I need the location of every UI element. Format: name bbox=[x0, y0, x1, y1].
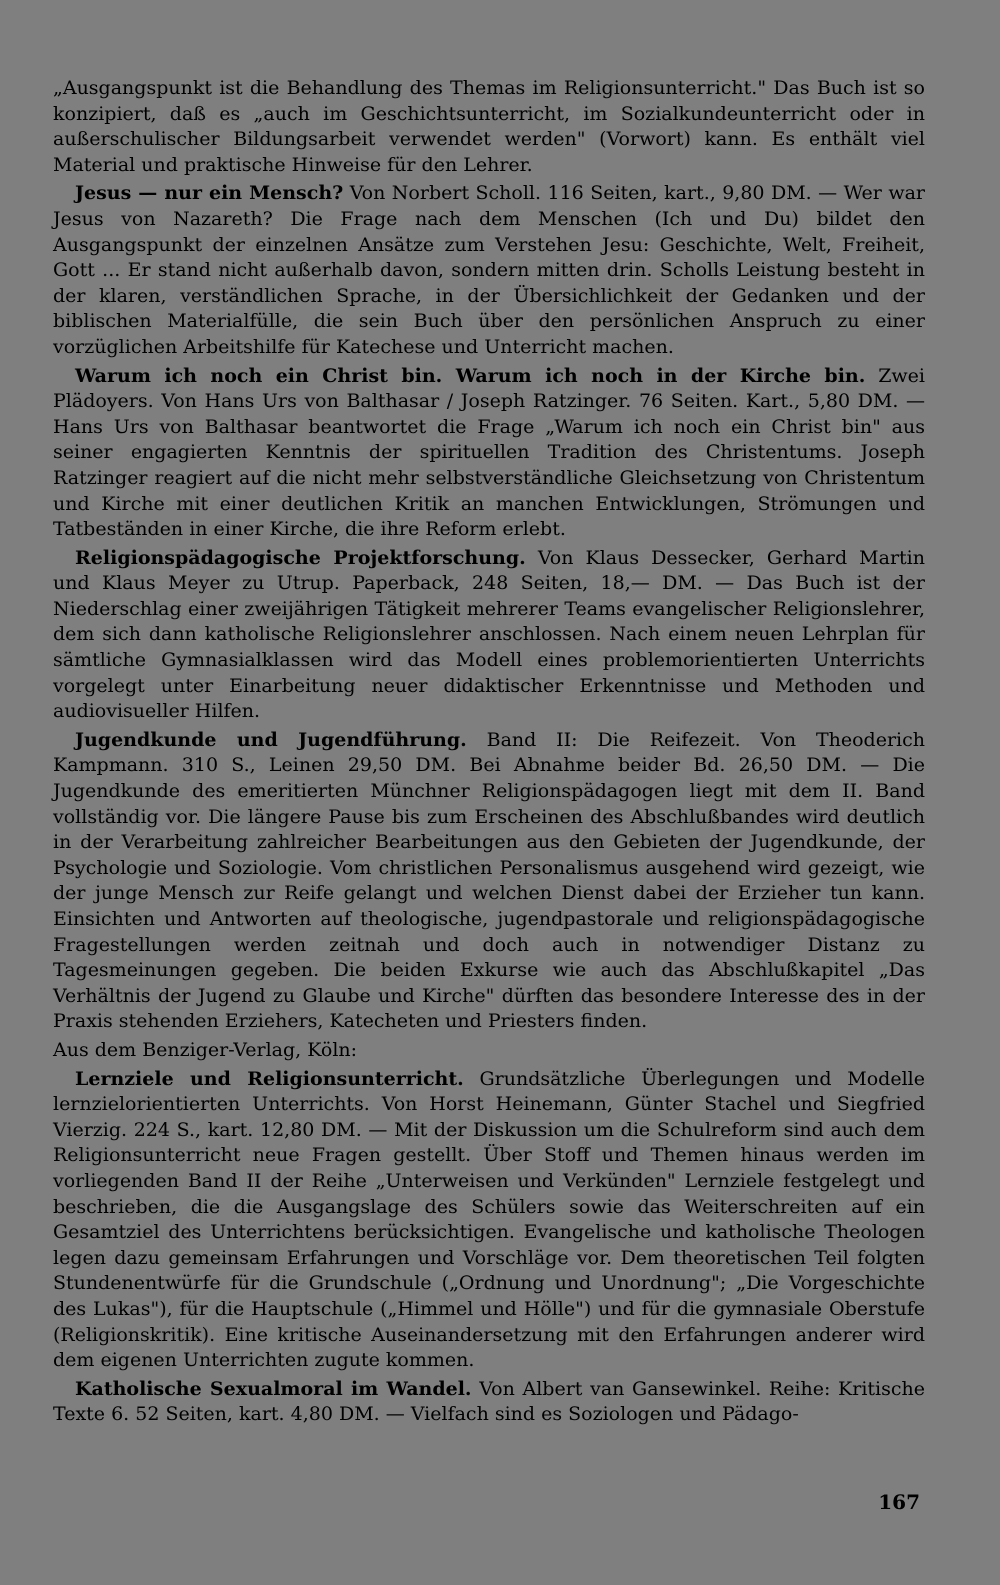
paragraph-body: „Ausgangspunkt ist die Behandlung des Themas im Religionsunterricht." Das Buch ist so konzipiert, daß es „auch im Geschichtsunterricht, im Sozialkundeunterricht oder in außerschulischer Bildungsarbeit verwendet werden" (Vorwort) kann. Es enthält viel Material und praktische Hinweise für den Lehrer. bbox=[53, 77, 925, 176]
document-page bbox=[53, 76, 925, 1516]
book-title: Katholische Sexualmoral im Wandel. bbox=[75, 1377, 472, 1400]
paragraph-body: Von Klaus Dessecker, Gerhard Martin und Klaus Meyer zu Utrup. Paperback, 248 Seiten, 18,— DM. — Das Buch ist der Niederschlag einer zweijährigen Tätigkeit mehrerer Teams evangelischer Religionslehrer, dem sich dann katholische Religionslehrer anschlossen. Nach einem neuen Lehrplan für sämtliche Gymnasialklassen wird das Modell eines problemorientierten Unterrichts vorgelegt unter Einarbeitung neuer didaktischer Erkenntnisse und Methoden und audiovisueller Hilfen. bbox=[53, 546, 925, 723]
paragraph-religionspaedagogische-projektforschung bbox=[53, 546, 925, 725]
paragraph-body: Grundsätzliche Überlegungen und Modelle lernzielorientierten Unterrichts. Von Horst Heinemann, Günter Stachel und Siegfried Vierzig. 224 S., kart. 12,80 DM. — Mit der Diskussion um die Schulreform sind auch dem Religionsunterricht neue Fragen gestellt. Über Stoff und Themen hinaus werden im vorliegenden Band II der Reihe „Unterweisen und Verkünden" Lernziele festgelegt und beschrieben, die die Ausgangslage des Schülers sowie das Weiterschreiten auf ein Gesamtziel des Unterrichtens berücksichtigen. Evangelische und katholische Theologen legen dazu gemeinsam Erfahrungen und Vorschläge vor. Dem theoretischen Teil folgten Stundenentwürfe für die Grundschule („Ordnung und Unordnung"; „Die Vorgeschichte des Lukas"), für die Hauptschule („Himmel und Hölle") und für die gymnasiale Oberstufe (Religionskritik). Eine kritische Auseinandersetzung mit den Erfahrungen anderer wird dem eigenen Unterrichten zugute kommen. bbox=[53, 1067, 925, 1372]
publisher-heading bbox=[53, 1038, 925, 1064]
paragraph-body: Aus dem Benziger-Verlag, Köln: bbox=[53, 1038, 358, 1061]
book-title: Warum ich noch ein Christ bin. Warum ich noch in der Kirche bin. bbox=[75, 364, 866, 387]
book-title: Religionspädagogische Projektforschung. bbox=[75, 546, 526, 569]
book-title: Jugendkunde und Jugendführung. bbox=[75, 728, 467, 751]
book-title: Lernziele und Religionsunterricht. bbox=[75, 1067, 464, 1090]
paragraph-lernziele-und-religionsunterricht bbox=[53, 1067, 925, 1374]
paragraph-katholische-sexualmoral-im-wandel bbox=[53, 1377, 925, 1428]
paragraph-body: Zwei Plädoyers. Von Hans Urs von Balthasar / Joseph Ratzinger. 76 Seiten. Kart., 5,80 DM. — Hans Urs von Balthasar beantwortet die Frage „Warum ich noch ein Christ bin" aus seiner engagierten Kenntnis der spirituellen Tradition des Christentums. Joseph Ratzinger reagiert auf die nicht mehr selbstverständliche Gleichsetzung von Christentum und Kirche mit einer deutlichen Kritik an manchen Entwicklungen, Strömungen und Tatbeständen in einer Kirche, die ihre Reform erlebt. bbox=[53, 364, 925, 541]
paragraph-jesus-nur-ein-mensch bbox=[53, 181, 925, 360]
paragraph-body: Von Albert van Gansewinkel. Reihe: Kritische Texte 6. 52 Seiten, kart. 4,80 DM. — Vielfach sind es Soziologen und Pädago- bbox=[53, 1377, 925, 1426]
paragraph-body: Band II: Die Reifezeit. Von Theoderich Kampmann. 310 S., Leinen 29,50 DM. Bei Abnahme beider Bd. 26,50 DM. — Die Jugendkunde des emeritierten Münchner Religionspädagogen liegt mit dem II. Band vollständig vor. Die längere Pause bis zum Erscheinen des Abschlußbandes wird deutlich in der Verarbeitung zahlreicher Bearbeitungen aus den Gebieten der Jugendkunde, der Psychologie und Soziologie. Vom christlichen Personalismus ausgehend wird gezeigt, wie der junge Mensch zur Reife gelangt und welchen Dienst dabei der Erzieher tun kann. Einsichten und Antworten auf theologische, jugendpastorale und religionspädagogische Fragestellungen werden zeitnah und doch auch in notwendiger Distanz zu Tagesmeinungen gegeben. Die beiden Exkurse wie auch das Abschlußkapitel „Das Verhältnis der Jugend zu Glaube und Kirche" dürften das besondere Interesse des in der Praxis stehenden Erziehers, Katecheten und Priesters finden. bbox=[53, 728, 925, 1033]
book-title: Jesus — nur ein Mensch? bbox=[75, 182, 344, 205]
paragraph-jugendkunde-und-jugendfuehrung bbox=[53, 728, 925, 1035]
page-number: 167 bbox=[878, 1490, 920, 1514]
paragraph-body: Von Norbert Scholl. 116 Seiten, kart., 9,80 DM. — Wer war Jesus von Nazareth? Die Frage nach dem Menschen (Ich und Du) bildet den Ausgangspunkt der einzelnen Ansätze zum Verstehen Jesu: Geschichte, Welt, Freiheit, Gott ... Er stand nicht außerhalb davon, sondern mitten drin. Scholls Leistung besteht in der klaren, verständlichen Sprache, in der Übersichlichkeit der Gedanken und der biblischen Materialfülle, die sein Buch über den persönlichen Anspruch zu einer vorzüglichen Arbeitshilfe für Katechese und Unterricht machen. bbox=[53, 182, 925, 358]
paragraph-intro bbox=[53, 76, 925, 178]
paragraph-warum-ich-noch-ein-christ-bin bbox=[53, 364, 925, 543]
